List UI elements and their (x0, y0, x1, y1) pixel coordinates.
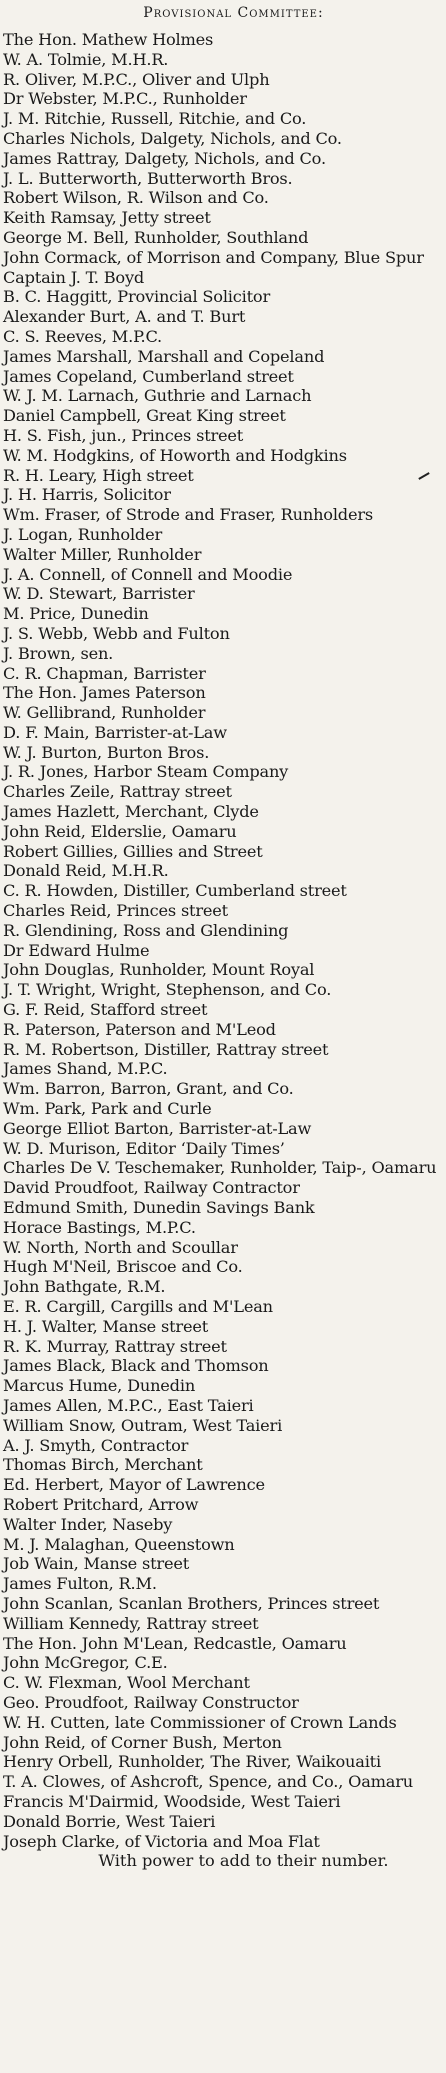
committee-member: James Copeland, Cumberland street (3, 366, 294, 386)
committee-member: E. R. Cargill, Cargills and M'Lean (3, 1297, 273, 1316)
committee-member: Job Wain, Manse street (3, 1554, 190, 1574)
committee-member: C. R. Chapman, Barrister (3, 663, 206, 683)
committee-member: Robert Gillies, Gillies and Street (3, 841, 263, 861)
committee-member: C. S. Reeves, M.P.C. (3, 326, 163, 346)
committee-member: John Cormack, of Morrison and Company, Blue Spur (3, 247, 424, 267)
committee-member: M. J. Malaghan, Queenstown (3, 1534, 235, 1554)
committee-member: Wm. Park, Park and Curle (3, 1099, 212, 1119)
footer-note: With power to add to their number. (98, 1851, 389, 1871)
committee-member: Donald Reid, M.H.R. (3, 861, 169, 881)
committee-member: J. L. Butterworth, Butterworth Bros. (3, 168, 293, 188)
committee-member: Dr Edward Hulme (3, 940, 150, 960)
section-heading: Provisional Committee: (143, 5, 324, 21)
committee-member: A. J. Smyth, Contractor (3, 1435, 189, 1455)
committee-member: H. S. Fish, jun., Princes street (3, 425, 244, 445)
committee-member: James Allen, M.P.C., East Taieri (3, 1395, 254, 1415)
committee-member: James Hazlett, Merchant, Clyde (3, 802, 259, 822)
committee-member: Wm. Barron, Barron, Grant, and Co. (3, 1079, 294, 1099)
committee-member: Henry Orbell, Runholder, The River, Waikouaiti (3, 1752, 381, 1772)
committee-member: W. Gellibrand, Runholder (3, 703, 206, 723)
committee-member: Charles Zeile, Rattray street (3, 782, 232, 802)
committee-member: George M. Bell, Runholder, Southland (3, 227, 309, 247)
committee-member: J. Brown, sen. (3, 643, 114, 663)
committee-member: James Marshall, Marshall and Copeland (3, 346, 325, 366)
committee-member: R. K. Murray, Rattray street (3, 1336, 227, 1356)
committee-member: G. F. Reid, Stafford street (3, 1000, 208, 1020)
committee-member: John Bathgate, R.M. (3, 1277, 166, 1297)
committee-member: The Hon. James Paterson (3, 683, 206, 703)
committee-member: Horace Bastings, M.P.C. (3, 1217, 196, 1237)
committee-member: W. M. Hodgkins, of Howorth and Hodgkins (3, 445, 347, 465)
committee-member: J. H. Harris, Solicitor (3, 485, 171, 505)
committee-member: R. Glendining, Ross and Glendining (3, 920, 289, 940)
committee-member: William Kennedy, Rattray street (3, 1613, 259, 1633)
committee-member: Thomas Birch, Merchant (3, 1455, 203, 1475)
committee-member: M. Price, Dunedin (3, 604, 149, 624)
committee-member: Joseph Clarke, of Victoria and Moa Flat (3, 1831, 320, 1851)
committee-member: J. T. Wright, Wright, Stephenson, and Co. (3, 980, 332, 1000)
committee-member: Edmund Smith, Dunedin Savings Bank (3, 1198, 315, 1218)
committee-member: John Scanlan, Scanlan Brothers, Princes street (3, 1593, 380, 1613)
committee-member: W. D. Murison, Editor ‘Daily Times’ (3, 1138, 285, 1158)
committee-member: W. H. Cutten, late Commissioner of Crown Lands (3, 1712, 397, 1732)
committee-member: H. J. Walter, Manse street (3, 1316, 209, 1336)
committee-member: John Douglas, Runholder, Mount Royal (3, 960, 315, 980)
committee-member: J. M. Ritchie, Russell, Ritchie, and Co. (3, 109, 307, 129)
committee-member: Geo. Proudfoot, Railway Constructor (3, 1692, 299, 1712)
committee-member: George Elliot Barton, Barrister-at-Law (3, 1118, 312, 1138)
committee-member: Walter Miller, Runholder (3, 544, 202, 564)
committee-member: J. R. Jones, Harbor Steam Company (3, 762, 289, 782)
committee-member: R. H. Leary, High street (3, 465, 194, 485)
committee-member: James Rattray, Dalgety, Nichols, and Co. (3, 148, 326, 168)
committee-member: Robert Wilson, R. Wilson and Co. (3, 188, 269, 208)
committee-member: Ed. Herbert, Mayor of Lawrence (3, 1475, 265, 1495)
committee-member: Captain J. T. Boyd (3, 267, 145, 287)
committee-member: B. C. Haggitt, Provincial Solicitor (3, 287, 271, 307)
committee-member: R. Paterson, Paterson and M'Leod (3, 1019, 276, 1039)
committee-list (3, 30, 444, 1851)
committee-member: J. S. Webb, Webb and Fulton (3, 623, 230, 643)
committee-member: C. R. Howden, Distiller, Cumberland street (3, 881, 347, 901)
committee-member: T. A. Clowes, of Ashcroft, Spence, and Co., Oamaru (3, 1772, 414, 1792)
committee-member: John Reid, of Corner Bush, Merton (3, 1732, 282, 1752)
committee-member: John McGregor, C.E. (3, 1653, 168, 1673)
committee-member: James Fulton, R.M. (3, 1574, 157, 1594)
committee-member: Daniel Campbell, Great King street (3, 406, 286, 426)
committee-member: C. W. Flexman, Wool Merchant (3, 1673, 250, 1693)
committee-member: Hugh M'Neil, Briscoe and Co. (3, 1257, 243, 1277)
committee-member: Charles Nichols, Dalgety, Nichols, and Co. (3, 128, 342, 148)
committee-member: R. M. Robertson, Distiller, Rattray street (3, 1039, 329, 1059)
committee-member: Francis M'Dairmid, Woodside, West Taieri (3, 1791, 341, 1811)
committee-member: David Proudfoot, Railway Contractor (3, 1178, 300, 1198)
committee-member: Charles De V. Teschemaker, Runholder, Taip-, Oamaru (3, 1158, 437, 1178)
committee-member: Robert Pritchard, Arrow (3, 1494, 199, 1514)
committee-member: Wm. Fraser, of Strode and Fraser, Runholders (3, 505, 373, 525)
committee-member: Dr Webster, M.P.C., Runholder (3, 89, 247, 109)
committee-member: J. Logan, Runholder (3, 524, 163, 544)
committee-member: R. Oliver, M.P.C., Oliver and Ulph (3, 69, 270, 89)
committee-member: James Shand, M.P.C. (3, 1059, 168, 1079)
committee-member: Keith Ramsay, Jetty street (3, 208, 211, 228)
committee-member: Donald Borrie, West Taieri (3, 1811, 216, 1831)
committee-member: D. F. Main, Barrister-at-Law (3, 722, 227, 742)
committee-member: J. A. Connell, of Connell and Moodie (3, 564, 293, 584)
committee-member: John Reid, Elderslie, Oamaru (3, 821, 237, 841)
committee-member: Alexander Burt, A. and T. Burt (3, 307, 246, 327)
committee-member: James Black, Black and Thomson (3, 1356, 269, 1376)
committee-member: The Hon. Mathew Holmes (3, 30, 214, 49)
committee-member: The Hon. John M'Lean, Redcastle, Oamaru (3, 1633, 347, 1653)
committee-member: Charles Reid, Princes street (3, 901, 228, 921)
committee-member: Marcus Hume, Dunedin (3, 1376, 196, 1396)
committee-member: W. D. Stewart, Barrister (3, 584, 195, 604)
committee-member: Walter Inder, Naseby (3, 1514, 173, 1534)
committee-member: W. J. Burton, Burton Bros. (3, 742, 210, 762)
committee-member: William Snow, Outram, West Taieri (3, 1415, 283, 1435)
committee-member: W. A. Tolmie, M.H.R. (3, 49, 169, 69)
committee-member: W. North, North and Scoullar (3, 1237, 238, 1257)
committee-member: W. J. M. Larnach, Guthrie and Larnach (3, 386, 312, 406)
